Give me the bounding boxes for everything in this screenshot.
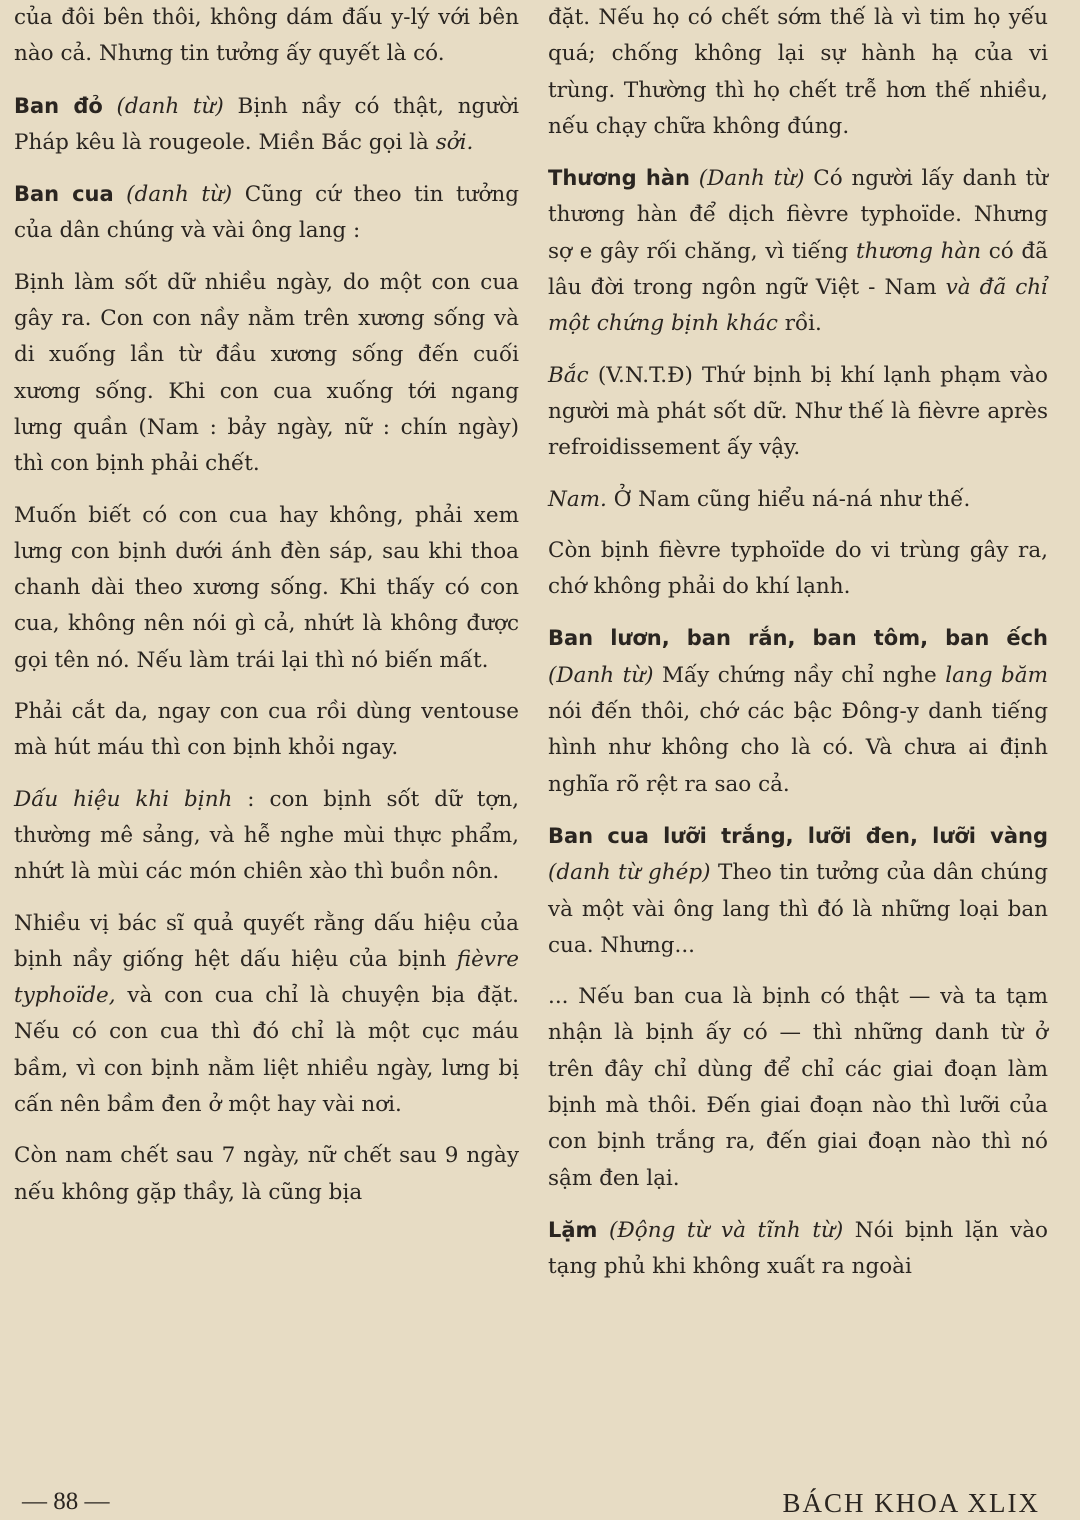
running-title: BÁCH KHOA XLIX: [782, 1488, 1040, 1518]
right-column: [548, 0, 1048, 1286]
paragraph: Nam. Ở Nam cũng hiểu ná-ná như thế.: [548, 486, 971, 512]
paragraph: đặt. Nếu họ có chết sớm thế là vì tim họ yếu quá; chống không lại sự hành hạ của vi trùng. Thường thì họ chết trễ hơn thế nhiều, nếu chạy chữa không đúng.: [548, 5, 1048, 139]
paragraph: Ban cua lưỡi trắng, lưỡi đen, lưỡi vàng (danh từ ghép) Theo tin tưởng của dân chúng và một vài ông lang thì đó là những loại ban cua. Nhưng...: [548, 823, 1048, 958]
paragraph: Còn nam chết sau 7 ngày, nữ chết sau 9 ngày nếu không gặp thầy, là cũng bịa: [14, 1143, 519, 1205]
paragraph: Muốn biết có con cua hay không, phải xem lưng con bịnh dưới ánh đèn sáp, sau khi thoa chanh dài theo xương sống. Khi thấy có con cua, không nên nói gì cả, nhứt là không được gọi tên nó. Nếu làm trái lại thì nó biến mất.: [14, 502, 519, 673]
paragraph: Dấu hiệu khi bịnh : con bịnh sốt dữ tợn, thường mê sảng, và hễ nghe mùi thực phẩm, nhứt là mùi các món chiên xào thì buồn nôn.: [14, 786, 519, 885]
paragraph: ... Nếu ban cua là bịnh có thật — và ta tạm nhận là bịnh ấy có — thì những danh từ ở trên đây chỉ dùng để chỉ các giai đoạn làm bịnh mà thôi. Đến giai đoạn nào thì lưỡi của con bịnh trắng ra, đến giai đoạn nào thì nó sậm đen lại.: [548, 984, 1048, 1191]
paragraph: Lặm (Động từ và tĩnh từ) Nói bịnh lặn vào tạng phủ khi không xuất ra ngoài: [548, 1217, 1048, 1280]
paragraph: Còn bịnh fièvre typhoïde do vi trùng gây ra, chớ không phải do khí lạnh.: [548, 537, 1048, 600]
paragraph: Bịnh làm sốt dữ nhiều ngày, do một con cua gây ra. Con con nầy nằm trên xương sống và di xuống lần từ đầu xương sống đến cuối xương sống. Khi con cua xuống tới ngang lưng quần (Nam : bảy ngày, nữ : chín ngày) thì con bịnh phải chết.: [14, 269, 519, 477]
page-number: — 88 —: [22, 1488, 110, 1515]
paragraph: của đôi bên thôi, không dám đấu y-lý với bên nào cả. Nhưng tin tưởng ấy quyết là có.: [14, 5, 519, 67]
entry-term: Ban cua: [14, 182, 114, 207]
paragraph: Ban đỏ (danh từ) Bịnh nầy có thật, người Pháp kêu là rougeole. Miền Bắc gọi là sởi.: [14, 93, 519, 155]
paragraph: Thương hàn (Danh từ) Có người lấy danh từ thương hàn để dịch fièvre typhoïde. Nhưng sợ e gây rối chăng, vì tiếng thương hàn có đã lâu đời trong ngôn ngữ Việt - Nam và đã chỉ một chứng bịnh khác rồi.: [548, 166, 1048, 337]
paragraph: Nhiều vị bác sĩ quả quyết rằng dấu hiệu của bịnh nầy giống hệt dấu hiệu của bịnh fièvre typhoïde, và con cua chỉ là chuyện bịa đặt. Nếu có con cua thì đó chỉ là một cục máu bầm, vì con bịnh nằm liệt nhiều ngày, lưng bị cấn nên bầm đen ở một hay vài nơi.: [14, 910, 519, 1118]
paragraph: Ban lươn, ban rắn, ban tôm, ban ếch (Danh từ) Mấy chứng nầy chỉ nghe lang băm nói đến thôi, chớ các bậc Đông-y danh tiếng hình như không cho là có. Và chưa ai định nghĩa rõ rệt ra sao cả.: [548, 626, 1048, 797]
paragraph: Phải cắt da, ngay con cua rồi dùng ventouse mà hút máu thì con bịnh khỏi ngay.: [14, 699, 519, 761]
entry-term: Ban cua lưỡi trắng, lưỡi đen, lưỡi vàng: [548, 823, 1048, 848]
paragraph: Bắc (V.N.T.Đ) Thứ bịnh bị khí lạnh phạm vào người mà phát sốt dữ. Như thế là fièvre après refroidissement ấy vậy.: [548, 362, 1048, 461]
left-column: [14, 0, 519, 1211]
entry-term: Ban lươn, ban rắn, ban tôm, ban ếch: [548, 626, 1048, 651]
paragraph: Ban cua (danh từ) Cũng cứ theo tin tưởng của dân chúng và vài ông lang :: [14, 182, 519, 244]
entry-term: Ban đỏ: [14, 93, 103, 118]
entry-term: Lặm: [548, 1217, 598, 1242]
entry-term: Thương hàn: [548, 166, 690, 191]
